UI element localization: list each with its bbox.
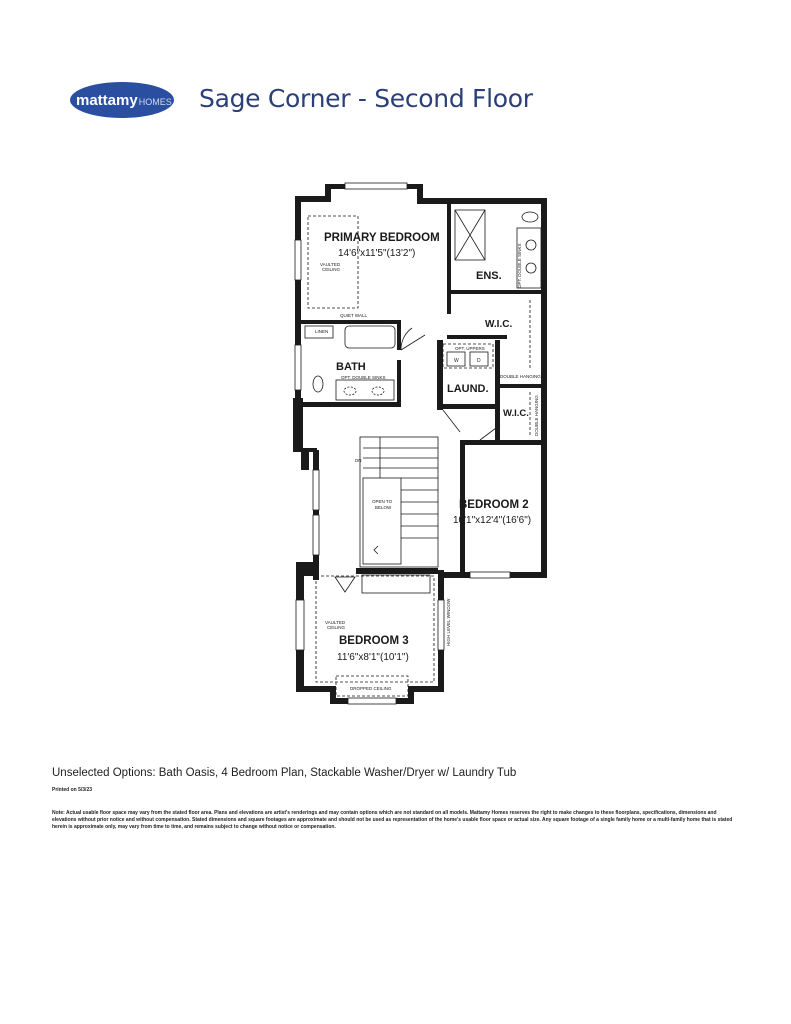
wall bbox=[495, 384, 543, 388]
wall bbox=[303, 448, 317, 452]
bath-vanity bbox=[336, 380, 394, 400]
door-swing bbox=[443, 410, 460, 432]
window bbox=[348, 698, 396, 704]
sink bbox=[526, 263, 536, 273]
room-name: W.I.C. bbox=[503, 408, 529, 419]
printed-date: Printed on 5/3/23 bbox=[52, 787, 93, 793]
wall bbox=[447, 204, 451, 314]
unselected-options: Unselected Options: Bath Oasis, 4 Bedroom Plan, Stackable Washer/Dryer w/ Laundry Tub bbox=[52, 767, 517, 779]
wall bbox=[296, 686, 332, 692]
room-dimensions: 11'6"x8'1"(10'1") bbox=[337, 652, 409, 663]
room-dimensions: 14'6"x11'5"(13'2") bbox=[338, 248, 416, 259]
double-hanging-label: DOUBLE HANGING bbox=[534, 395, 539, 436]
room-name: LAUND. bbox=[447, 383, 489, 395]
dryer-label: D bbox=[477, 358, 481, 364]
window bbox=[295, 345, 301, 390]
vaulted-ceiling-label: VAULTED bbox=[325, 620, 346, 625]
opt-uppers-label: OPT. UPPERS bbox=[455, 346, 485, 351]
vaulted-ceiling-label: CEILING bbox=[322, 267, 341, 272]
vaulted-ceiling-label: CEILING bbox=[327, 625, 346, 630]
sink bbox=[372, 387, 384, 395]
linen-label: LINEN bbox=[315, 329, 329, 334]
room-name: BEDROOM 3 bbox=[339, 635, 409, 647]
wall bbox=[447, 290, 543, 294]
high-level-window-label: HIGH LEVEL WINDOW bbox=[446, 598, 451, 646]
wall bbox=[397, 360, 401, 407]
toilet bbox=[313, 376, 323, 392]
room-name: BATH bbox=[336, 361, 366, 373]
dropped-ceiling-label: DROPPED CEILING bbox=[350, 686, 392, 691]
wall bbox=[301, 402, 401, 407]
wall bbox=[397, 320, 401, 350]
room-name: ENS. bbox=[476, 270, 502, 282]
open-to-below-label: BELOW bbox=[375, 505, 392, 510]
dn-label: DN bbox=[355, 458, 362, 463]
window bbox=[296, 600, 304, 650]
wall bbox=[460, 440, 543, 445]
window bbox=[313, 515, 319, 555]
disclaimer-note: Note: Actual usable floor space may vary from the stated floor area. Plans and elevations are artist's renderings and may contain options which are not standard on all models. Mattamy Homes reserves the right to make changes to these floorplans, specifications, dimensions and elevations without prior notice and without compensation. Stated dimensions and square footages are approximate and should not be used as representation of the home's usable floor space or actual size. Any square footage of a single family home or a multi-family home that is stated herein is approximate only, may vary from time to time, and remains subject to change without notice or compensation. bbox=[52, 810, 733, 830]
window bbox=[345, 183, 407, 189]
room-name: W.I.C. bbox=[485, 319, 513, 330]
wall bbox=[437, 404, 497, 409]
wall bbox=[356, 568, 438, 574]
toilet bbox=[522, 212, 538, 222]
stair-arrow bbox=[374, 546, 378, 554]
vaulted-ceiling-label: VAULTED bbox=[320, 262, 341, 267]
window bbox=[295, 240, 301, 280]
room-name: PRIMARY BEDROOM bbox=[324, 232, 440, 244]
window bbox=[313, 470, 319, 510]
wall bbox=[437, 340, 443, 410]
wall bbox=[417, 198, 547, 204]
room-name: BEDROOM 2 bbox=[459, 499, 529, 511]
open-to-below-label: OPEN TO bbox=[372, 499, 393, 504]
opt-double-sinks-label: OPT. DOUBLE SINKS bbox=[517, 243, 522, 288]
wall bbox=[295, 196, 325, 202]
window bbox=[470, 572, 510, 578]
logo-wordmark: mattamyHOMES bbox=[76, 92, 172, 109]
bedroom3-closet bbox=[362, 575, 430, 593]
double-hanging-label: DOUBLE HANGING bbox=[500, 374, 541, 379]
wall bbox=[495, 340, 500, 445]
sink bbox=[344, 387, 356, 395]
door-swing bbox=[401, 328, 425, 350]
sink bbox=[526, 240, 536, 250]
quiet-wall-label: QUIET WALL bbox=[340, 313, 368, 318]
washer-label: W bbox=[454, 358, 459, 364]
door-swing bbox=[335, 577, 355, 592]
open-to-below-area bbox=[363, 478, 401, 564]
bathtub bbox=[345, 326, 395, 348]
wall bbox=[447, 335, 507, 339]
room-dimensions: 10'1"x12'4"(16'6") bbox=[453, 515, 532, 526]
wall bbox=[301, 320, 401, 324]
page-title: Sage Corner - Second Floor bbox=[199, 84, 533, 113]
window bbox=[438, 600, 444, 650]
opt-double-sinks-label: OPT. DOUBLE SINKS bbox=[341, 375, 386, 380]
